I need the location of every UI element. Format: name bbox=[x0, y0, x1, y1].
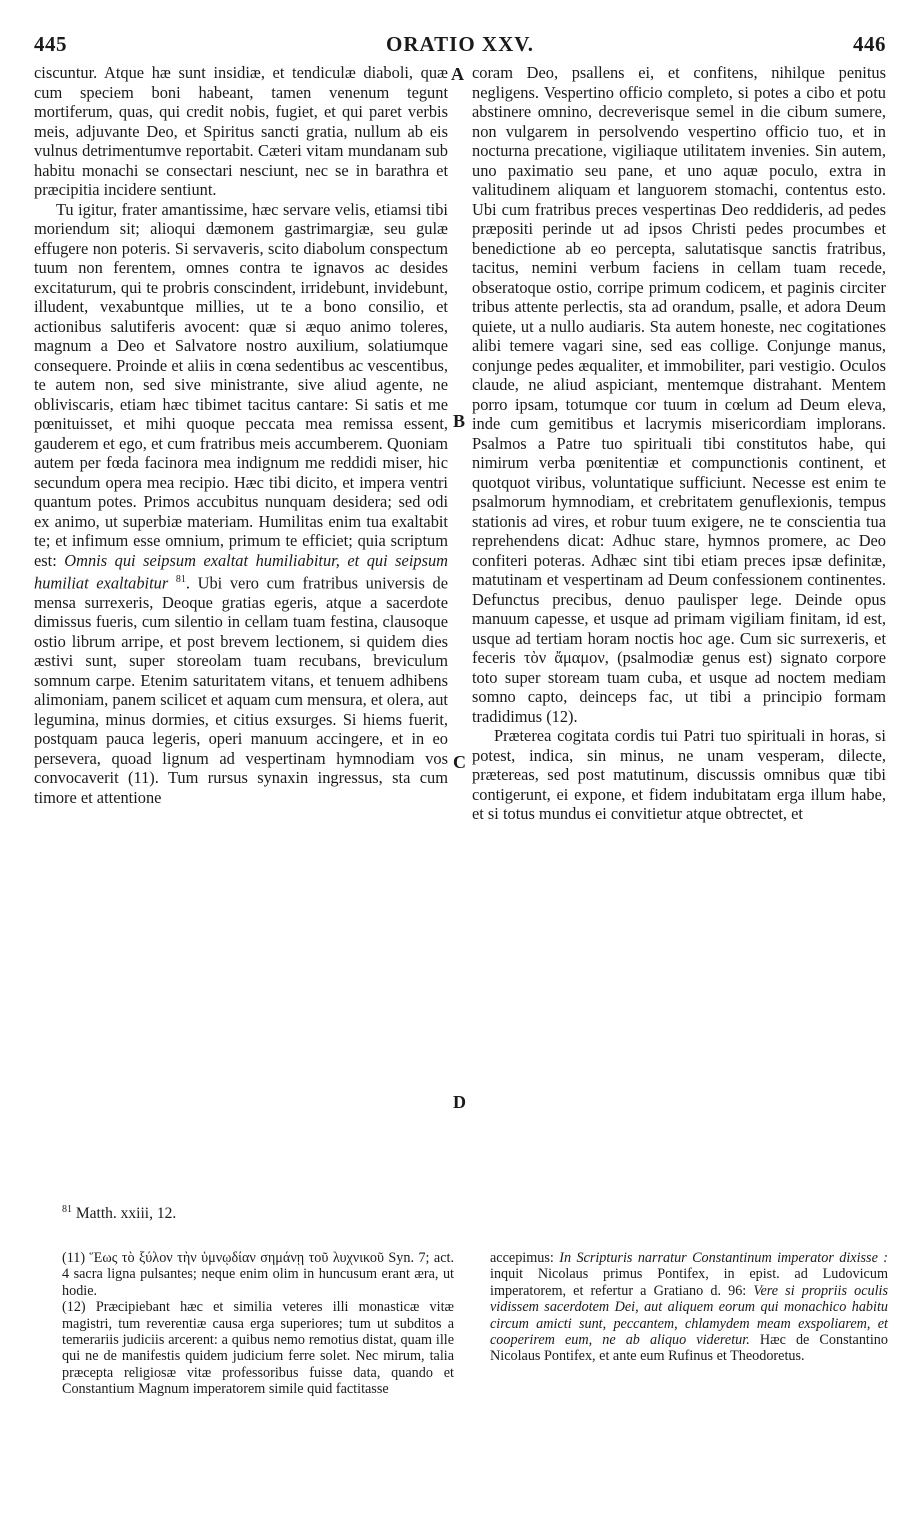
left-paragraph-2-text: Tu igitur, frater amantissime, hæc servare velis, etiamsi tibi moriendum sit; alioqui dæmonem gastrimargiæ, seu gulæ effugere non poteris. Si servaveris, scito diabolum conspectum tuum non ferentem, omnes contra te ignavos ac desides excitaturum, qui te probris conscindent, irridebunt, invidebunt, illudent, vexabuntque millies, ut te a bono consilio, et actionibus salutiferis avocent: quæ si æquo animo toleres, magnum a Deo et Salvatore nostro auxilium, solatiumque consequere. Proinde et aliis in cœna sedentibus ac vescentibus, te autem non, sed sive ministrante, sive aliud agente, ne obliviscaris, etiam hæc tibimet tacitus cantare: Si satis et me pœnituisset, et mihi quoque peccata mea remissa essent, gauderem et ego, et cum fratribus meis accumberem. Quoniam autem per fœda facinora mea indignum me reddidi miser, hic secundum opera mea recipio. Hæc tibi dicito, et impera ventri quantum potes. Primos accubitus nunquam desidera; sed odi ex animo, ut superbiæ materiam. Humilitas enim tua exaltabit te; et infimum esse omnium, primum te efficiet; quia scriptum est: bbox=[34, 199, 448, 570]
scripture-quote: Omnis qui seipsum exaltat humiliabitur, et qui seipsum humiliat exaltabitur bbox=[34, 550, 448, 593]
note-end: Hæc de Constantino Nicolaus Pontifex, et ante eum Rufinus et Theodoretus. bbox=[490, 1332, 888, 1365]
left-paragraph-2-continuation: . Ubi vero cum fratribus universis de mensa surrexeris, Deoque gratias egeris, atque a sacerdote dimissus fueris, cum silentio in cellam tuam festina, clausoque ostio librum arripe, et post brevem lectionem, si quidem dies æstivi sunt, super storeolam tuam recubans, breviculum somnum carpe. Etenim saturitatem vitans, et tenuem adhibens alimoniam, panem scilicet et aquam cum mensura, et olera, aut legumina, minus dormies, et citius exsurges. Si hiems fuerit, postquam pauca legeris, operi manuum accingere, et in eo persevera, quoad lignum ad vespertinam hymnodiam vos convocaverit (11). Tum rursus synaxin ingressus, sta cum timore et attentione bbox=[34, 573, 448, 807]
margin-marker-c: C bbox=[453, 752, 466, 772]
right-column bbox=[472, 63, 886, 824]
note-start: accepimus: bbox=[490, 1250, 554, 1266]
right-paragraph-1: coram Deo, psallens ei, et confitens, nihilque penitus negligens. Vespertino officio completo, si potes a cibo et potu abstinere omnino, decreverisque semel in die cibum sumere, non vulgarem in persolvendo vespertino officio tuo, et in nocturna precatione, vigiliaque utilitatem invenies. Sin autem, uno paximatio seu pane, et uno aquæ poculo, extra in valitudinem aliquam et languorem stomachi, contentus esto. Ubi cum fratribus preces vespertinas Deo reddideris, ad pedes præpositi perinde ut ad ipsos Christi pedes procumbes et benedictione ab eo percepta, salutatisque sanctis fratribus, tacitus, nemini verbum faciens in cellam tuam recede, obseratoque ostio, corripe primum codicem, et paginis circiter tribus attente perlectis, sta ad orandum, psalle, et adora Deum quiete, ut a nullo audiaris. Sta autem honeste, nec cogitationes alibi temere vagari sine, sed eas collige. Conjunge manus, conjunge pedes æqualiter, et immobiliter, pari vestigio. Oculos claude, ne aliud aspiciant, mentemque distrahant. Mentem porro ipsam, totumque cor tuum in cœlum ad Deum eleva, inde cum gemitibus et lacrymis misericordiam implorans. Psalmos a Patre tuo spirituali tibi constitutos habe, qui nimirum verba pœnitentiæ et compunctionis continent, et quotquot viribus, voluntatique sufficiunt. Necesse est enim te psalmorum hymnodiam, et crebritatem genuflexionis, tempus stationis ad vires, et robur tuum exigere, ne te conscientia tua reprehendens dicat: Adhuc stare, hymnos promere, ac Deo confiteri poteras. Adhæc sint tibi etiam preces ipsæ definitæ, matutinam et vespertinam ad Deum confessionem continentes. Defunctus precibus, denuo paulisper lege. Deinde opus manuum capesse, et usque ad primam vigiliam finitam, id est, usque ad tertiam horam noctis hoc age. Cum sic surrexeris, et feceris τὸν ἄμαμον, (psalmodiæ genus est) signato corpore toto super stoream tuam cuba, et usque ad noctem mediam somno capto, deinceps fac, ut tibi a principio formam tradidimus (12). bbox=[472, 63, 886, 726]
left-paragraph-2 bbox=[34, 200, 448, 808]
note-mid: inquit Nicolaus primus Pontifex, in epist. ad Ludovicum imperatorem, et refertur a Gratiano d. 96: bbox=[490, 1266, 888, 1299]
left-paragraph-1: ciscuntur. Atque hæ sunt insidiæ, et tendiculæ diaboli, quæ cum speciem boni habeant, tamen venenum tegunt mortiferum, quas, qui credit nobis, fugiet, et qui paret verbis meis, adjuvante Deo, et Spiritus sancti gratia, nullum ab eis vulnus detrimentumve reportabit. Cæteri vitam mundanam sub habitu monachi se consectari nesciunt, nec se in barathra et præcipitia incidere sentiunt. bbox=[34, 63, 448, 199]
note-quote-2: Vere si propriis oculis vidissem sacerdotem Dei, aut aliquem eorum qui monachico habitu circum amicti sunt, peccantem, chlamydem meam exspoliarem, et cooperirem eum, ne ab aliquo videretur. bbox=[490, 1282, 888, 1349]
note-12-continued bbox=[490, 1250, 888, 1365]
note-12: (12) Præcipiebant hæc et similia veteres illi monasticæ vitæ magistri, tum reverentiæ causa erga superiores; tum ut subditos a temerariis judiciis arcerent: a quibus nemo remotius distat, quam ille qui ne de manifestis quidem judicium ferre solet. Nec mirum, talia præcepta religiosæ vitæ professoribus fuisse data, quando et Constantium Magnum imperatorem simile quid factitasse bbox=[62, 1299, 454, 1398]
notes-right-column bbox=[490, 1250, 888, 1365]
notes-left-column bbox=[62, 1250, 454, 1398]
left-column bbox=[34, 63, 448, 807]
scripture-ref: 81 bbox=[175, 574, 186, 585]
note-quote-1: In Scripturis narratur Constantinum imperator dixisse : bbox=[559, 1250, 889, 1266]
right-paragraph-2: Præterea cogitata cordis tui Patri tuo spirituali in horas, si potest, indica, sin minus, ne unam vesperam, dilecte, prætereas, sed post matutinum, discussis omnibus quæ tibi contigerunt, ei expone, et fidem indubitatam erga illum habe, et si totus mundus ei convitietur atque obtrectet, et bbox=[472, 726, 886, 823]
footnote-text: Matth. xxiii, 12. bbox=[75, 1205, 177, 1223]
footnote-ref bbox=[62, 1204, 176, 1223]
margin-marker-a: A bbox=[451, 64, 464, 84]
right-page-number: 446 bbox=[853, 32, 886, 56]
margin-marker-b: B bbox=[453, 411, 466, 431]
note-11: (11) Ἕως τὸ ξύλον τὴν ὑμνῳδίαν σημάνῃ τοῦ λυχνικοῦ Syn. 7; act. 4 sacra ligna pulsantes; neque enim olim in huncusum erant æra, ut hodie. bbox=[62, 1250, 454, 1299]
margin-marker-d: D bbox=[453, 1092, 466, 1112]
footnote-number: 81 bbox=[62, 1204, 72, 1215]
running-header bbox=[34, 32, 886, 62]
left-page-number: 445 bbox=[34, 32, 67, 56]
page-title: ORATIO XXV. bbox=[386, 32, 534, 56]
